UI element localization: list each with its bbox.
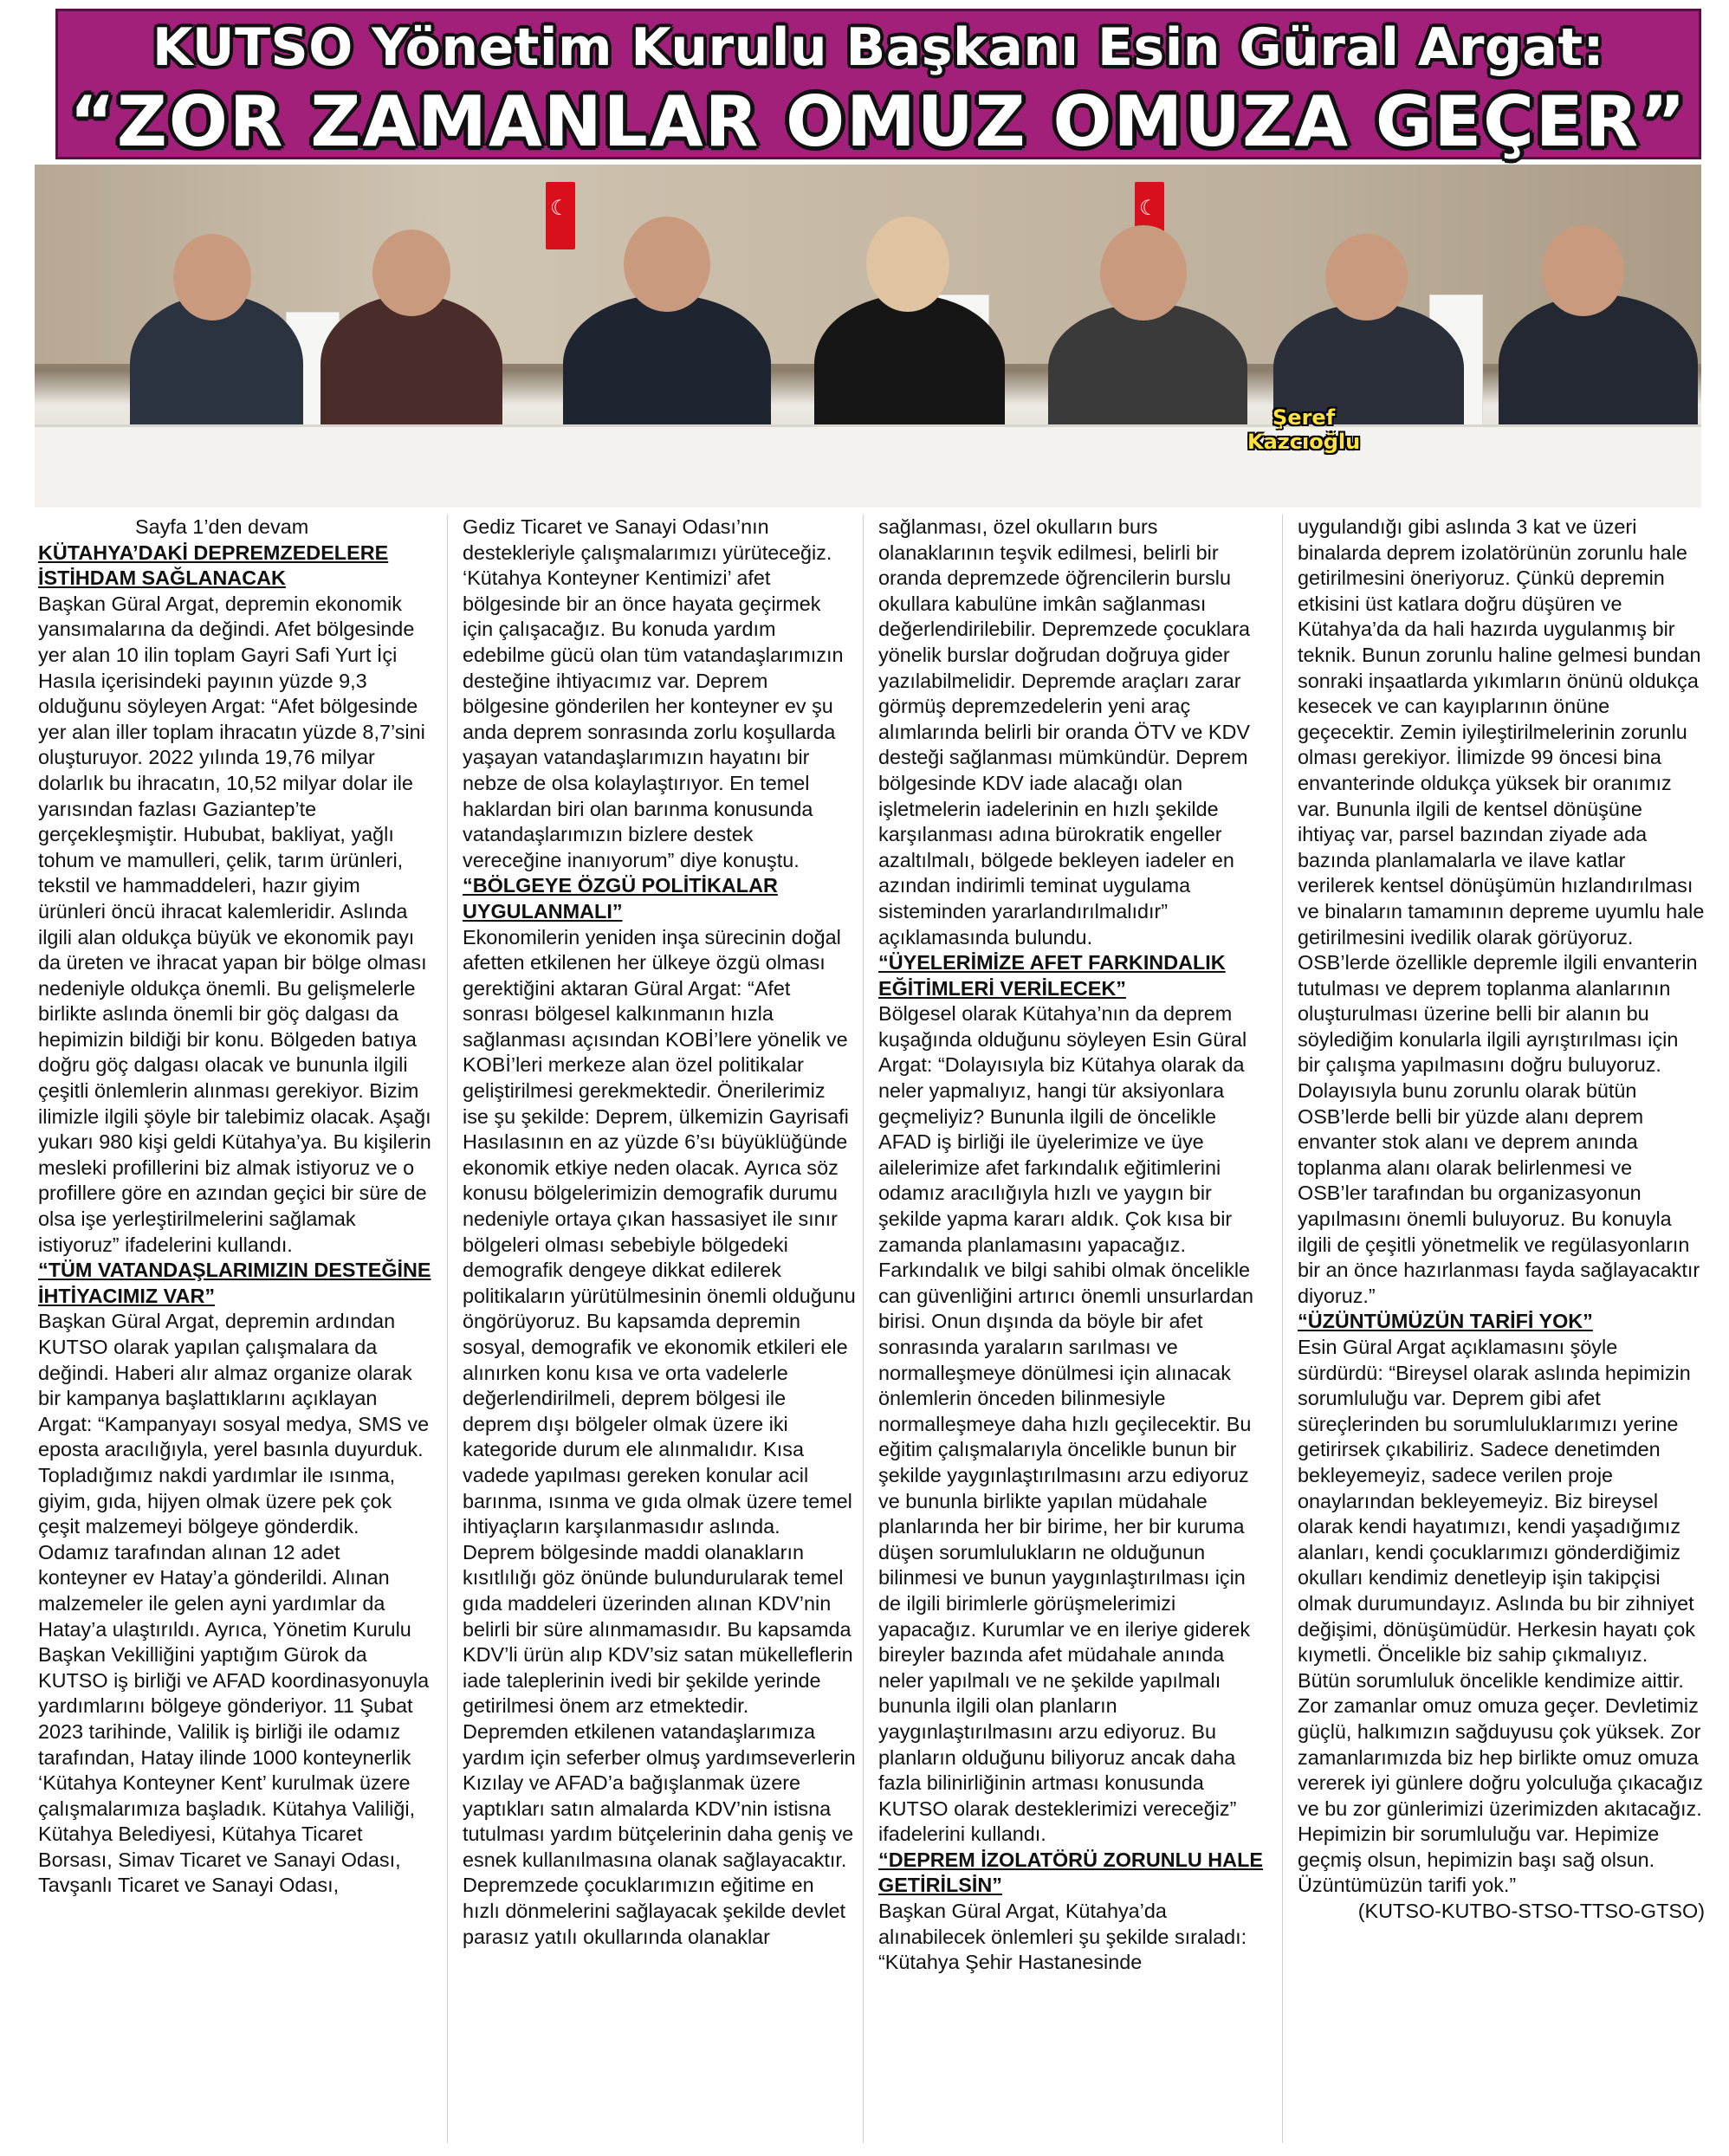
photo-person-head [624,217,710,312]
subheading: “ÜYELERİMİZE AFET FARKINDALIK EĞİTİMLERİ VERİLECEK” [878,951,1226,1000]
photo-table [35,424,1701,508]
paragraph: uygulandığı gibi aslında 3 kat ve üzeri binalarda deprem izolatörünün zorunlu hale getirilmesini öneriyoruz. Çünkü depremin etkisini üst katlara doğru düşüren ve Kütahya’da da hali hazırda uygulanmış bir teknik. Bunun zorunlu haline gelmesi bundan sonraki inşaatlarda yıkımların önünü oldukça kesecek ve can kayıplarının önüne geçecektir. Zemin iyileştirilmelerinin zorunlu olması gerekiyor. İlimizde 99 öncesi bina envanterinde oldukça yüksek bir oranımız var. Bununla ilgili de kentsel dönüşüne ihtiyaç var, parsel bazından ziyade ada bazında planlamalarla ve ilave katlar verilerek kentsel dönüşümün hızlandırılması ve binaların tamamının depreme uyumlu hale getirilmesini ivedilik olarak görüyoruz. OSB’lerde özellikle depremle ilgili envanterin tutulması ve deprem toplanma alanlarının oluşturulması üzerine belli bir alanın bu söylediğim konularla ilgili ayrıştırılması için bir çalışma yapılmasını doğru buluyoruz. Dolayısıyla bunu zorunlu olarak bütün OSB’lerde belli bir yüzde alanı deprem envanter stok alanı ve deprem anında toplanma alanı olarak belirlenmesi ve OSB’ler tarafından bu organizasyonun yapılmasını önemli buluyoruz. Bu konuyla ilgili de çeşitli yönetmelik ve regülasyonların bir an önce hazırlanması fayda sağlayacaktır diyoruz.” [1298,515,1705,1307]
article-column-3 [878,515,1272,2143]
paragraph: Bölgesel olarak Kütahya’nın da deprem kuşağında olduğunu söyleyen Esin Güral Argat: “Dolayısıyla biz Kütahya olarak da neler yapmalıyız, hangi tür aksiyonlara geçmeliyiz? Bununla ilgili de öncelikle AFAD iş birliği ile üyelerimize ve üye ailelerimize afet farkındalık eğitimlerini odamız aracılığıyla hızlı ve yaygın bir şekilde yapma kararı aldık. Çok kısa bir zamanda planlamasını yapacağız. Farkındalık ve bilgi sahibi olmak öncelikle can güvenliğini artırıcı önemli unsurlardan birisi. Onun dışında da böyle bir afet sonrasında yaraların sarılması ve normalleşmeye dönülmesi için alınacak önlemlerin önceden bilinmesiyle normalleşmeye daha hızlı geçilecektir. Bu eğitim çalışmalarıyla öncelikle bunun bir şekilde yaygınlaştırılmasını arzu ediyoruz ve bununla birlikte yapılan müdahale planlarında her bir birime, her bir kuruma düşen sorumlulukların ne olduğunun bilinmesi ve bunun yaygınlaştırılması için de ilgili birimlerle görüşmelerimizi yapacağız. Kurumlar ve en ileriye giderek bireyler bazında afet müdahale anında neler yapılmalı ve ne şekilde yapılmalı bununla ilgili olan planların yaygınlaştırılmasını arzu ediyoruz. Bu planların olduğunu biliyoruz ancak daha fazla bilinirliğinin artması konusunda KUTSO olarak desteklerimizi vereceğiz” ifadelerini kullandı. [878,1002,1253,1846]
subheading: “ÜZÜNTÜMÜZÜN TARİFİ YOK” [1298,1310,1593,1333]
paragraph: Başkan Güral Argat, depremin ardından KUTSO olarak yapılan çalışmalara da değindi. Haberi alır almaz organize olarak bir kampanya başlattıklarını açıklayan Argat: “Kampanyayı sosyal medya, SMS ve eposta aracılığıyla, yerel basınla duyurduk. Topladığımız nakdi yardımlar ile ısınma, giyim, gıda, hijyen olmak üzere pek çok çeşit malzemeyi bölgeye gönderdik. Odamız tarafından alınan 12 adet konteyner ev Hatay’a gönderildi. Alınan malzemeler ile gelen ayni yardımlar da Hatay’a ulaştırıldı. Ayrıca, Yönetim Kurulu Başkan Vekilliğini yaptığım Gürok da KUTSO iş birliği ve AFAD koordinasyonuyla yardımlarını bölgeye gönderiyor. 11 Şubat 2023 tarihinde, Valilik iş birliği ile odamız tarafından, Hatay ilinde 1000 konteynerlik ‘Kütahya Konteyner Kent’ kurulmak üzere çalışmalarımıza başladık. Kütahya Valiliği, Kütahya Belediyesi, Kütahya Ticaret Borsası, Simav Ticaret ve Sanayi Odası, Tavşanlı Ticaret ve Sanayi Odası, [38,1310,430,1897]
article-column-4 [1298,515,1705,2143]
photo-person [1048,303,1247,433]
paragraph: Esin Güral Argat açıklamasını şöyle sürdürdü: “Bireysel olarak aslında hepimizin sorumluluğu var. Deprem gibi afet süreçlerinden bu sorumluluklarımızı yerine getirirsek çıkabiliriz. Sadece denetimden bekleyemeyiz, sadece verilen proje onaylarından bekleyemeyiz. Biz bireysel olarak kendi hayatımızı, kendi yaşadığımız alanları, kendi çocuklarımızı gönderdiğimiz okulları kendimiz denetleyip işin takipçisi olmak durumundayız. Aslında bu bir zihniyet değişimi, dönüşümüdür. Herkesin hayatı çok kıymetli. Öncelikle biz sahip çıkmalıyız. Bütün sorumluluk öncelikle kendimize aittir. Zor zamanlar omuz omuza geçer. Devletimiz güçlü, halkımızın sağduyusu çok yüksek. Zor zamanlarımızda biz hep birlikte omuz omuza vererek iyi günlere doğru yolculuğa çıkacağız ve bu zor günlerimizi üzerimizden akıtacağız. Hepimizin bir sorumluluğu var. Hepimize geçmiş olsun, hepimizin başı sağ olsun. Üzüntümüzün tarifi yok.” [1298,1336,1704,1897]
photo-person-head [1325,234,1408,320]
photo-credit-line2: Kazcıoğlu [1247,430,1361,454]
meeting-photo [35,165,1701,508]
headline-line1: KUTSO Yönetim Kurulu Başkanı Esin Güral Argat: [152,17,1605,78]
headline-line2: “ZOR ZAMANLAR OMUZ OMUZA GEÇER” [69,81,1687,162]
photo-person [1499,295,1698,433]
photo-person-head [866,217,949,312]
column-divider [1282,515,1283,2143]
continued-from-label: Sayfa 1’den devam [135,515,309,538]
photo-credit-line1: Şeref [1272,405,1336,430]
headline-banner [55,9,1701,162]
photo-person-head [173,234,251,320]
paragraph: Başkan Güral Argat, Kütahya’da alınabilecek önlemleri şu şekilde sıraladı: “Kütahya Şehir Hastanesinde [878,1900,1247,1974]
paragraph: Başkan Güral Argat, depremin ekonomik yansımalarına da değindi. Afet bölgesinde yer alan 10 ilin toplam Gayri Safi Yurt İçi Hasıla içerisindeki payının yüzde 9,3 olduğunu söyleyen Argat: “Afet bölgesinde yer alan iller toplam ihracatın yüzde 8,7’sini oluşturuyor. 2022 yılında 19,76 milyar dolarlık bu ihracatın, 10,52 milyar dolar ile yarısından fazlası Gaziantep’te gerçekleşmiştir. Hububat, bakliyat, yağlı tohum ve mamulleri, çelik, tarım ürünleri, tekstil ve hammaddeleri, hazır giyim ürünleri öncü ihracat kalemleridir. Aslında ilgili alan oldukça büyük ve ekonomik payı da üreten ve ihracat yapan bir bölge olması nedeniyle oldukça önemli. Bu gelişmelerle birlikte aslında önemli bir göç dalgası da hepimizin bildiği bir konu. Bölgeden batıya doğru göç dalgası olacak ve bununla ilgili çeşitli önlemlerin alınması gerekiyor. Bizim ilimizle ilgili şöyle bir talebimiz olacak. Aşağı yukarı 980 kişi geldi Kütahya’ya. Bu kişilerin mesleki profillerini biz almak istiyoruz ve o profillere göre en azından geçici bir süre de olsa işe yerleştirilmelerini sağlamak istiyoruz” ifadelerini kullandı. [38,592,431,1256]
subheading: “DEPREM İZOLATÖRÜ ZORUNLU HALE GETİRİLSİN” [878,1848,1263,1897]
article-column-1 [38,515,431,2143]
photo-person-head [1542,225,1624,316]
column-divider [447,515,448,2143]
article-column-2 [463,515,856,2143]
column-divider [863,515,864,2143]
article-body [38,515,1705,2143]
paragraph: sağlanması, özel okulların burs olanaklarının teşvik edilmesi, belirli bir oranda depremzede öğrencilerin burslu okullara kabulüne imkân sağlanması değerlendirilebilir. Depremzede çocuklara yönelik burslar doğrudan doğruya gider yazılabilmelidir. Depremde araçları zarar görmüş depremzedelerin yeni araç alımlarında belirli bir oranda ÖTV ve KDV desteği sağlanması mümkündür. Deprem bölgesinde KDV iade alacağı olan işletmelerin iadelerinin en hızlı şekilde karşılanması adına bürokratik engeller azaltılmalı, bölgede bekleyen iadeler en azından indirimli teminat uygulama sisteminden yararlandırılmalıdır” açıklamasında bulundu. [878,515,1251,949]
photo-person-head [1100,225,1187,320]
paragraph: Gediz Ticaret ve Sanayi Odası’nın destekleriyle çalışmalarımızı yürüteceğiz. ‘Kütahya Konteyner Kentimizi’ afet bölgesinde bir an önce hayata geçirmek için çalışacağız. Bu konuda yardım edebilme gücü olan tüm vatandaşlarımızın desteğine ihtiyacımız var. Deprem bölgesine gönderilen her konteyner ev şu anda deprem sonrasında zorlu koşullarda yaşayan vatandaşlarımızın hayatını bir nebze de olsa kolaylaştırıyor. En temel haklardan biri olan barınma konusunda vatandaşlarımızın bizlere destek vereceğine inanıyorum” diye konuştu. [463,515,844,871]
photo-person-head [372,230,450,316]
photo-credit [1247,405,1360,454]
photo-flag [546,182,575,249]
subheading: “BÖLGEYE ÖZGÜ POLİTİKALAR UYGULANMALI” [463,874,778,923]
paragraph: Ekonomilerin yeniden inşa sürecinin doğal afetten etkilenen her ülkeye özgü olması gerektiğini aktaran Güral Argat: “Afet sonrası bölgesel kalkınmanın hızla sağlanması açısından KOBİ’lere yönelik ve KOBİ’leri merkeze alan özel politikalar geliştirilmesi gerekmektedir. Önerilerimiz ise şu şekilde: Deprem, ülkemizin Gayrisafi Hasılasının en az yüzde 6’sı büyüklüğünde ekonomik etkiye neden olacak. Ayrıca söz konusu bölgelerimizin demografik durumu nedeniyle ortaya çıkan hassasiyet ile sınır bölgeleri olması sebebiyle bölgedeki demografik dengeye dikkat edilerek politikaların yürütülmesinin önemli olduğunu öngörüyoruz. Bu kapsamda depremin sosyal, demografik ve ekonomik etkileri ele alınırken konu kısa ve orta vadelerle değerlendirilmeli, deprem bölgesi ile deprem dışı bölgeler olmak üzere iki kategoride durum ele alınmalıdır. Kısa vadede yapılması gereken konular acil barınma, ısınma ve gıda olmak üzere temel ihtiyaçların karşılanmasıdır aslında. Deprem bölgesinde maddi olanakların kısıtlılığı göz önünde bulundurularak temel gıda maddeleri üzerinden alınan KDV’nin belirli bir süre alınmamasıdır. Bu kapsamda KDV’li ürün alıp KDV’siz satan mükelleflerin iade taleplerinin ivedi bir şekilde yerinde getirilmesi önem arz etmektedir. Depremden etkilenen vatandaşlarımıza yardım için seferber olmuş yardımseverlerin Kızılay ve AFAD’a bağışlanmak üzere yaptıkları satın almalarda KDV’nin istisna tutulması yardım bütçelerinin daha geniş ve esnek kullanılmasına olanak sağlayacaktır. Depremzede çocuklarımızın eğitime en hızlı dönmelerini sağlayacak şekilde devlet parasız yatılı okullarında olanaklar [463,925,856,1948]
subheading: “TÜM VATANDAŞLARIMIZIN DESTEĞİNE İHTİYACIMIZ VAR” [38,1259,431,1307]
photo-person [814,295,1005,433]
source-signature: (KUTSO-KUTBO-STSO-TTSO-GTSO) [1357,1900,1705,1923]
photo-person [563,295,771,433]
subheading: KÜTAHYA’DAKİ DEPREMZEDELERE İSTİHDAM SAĞLANACAK [38,541,389,590]
